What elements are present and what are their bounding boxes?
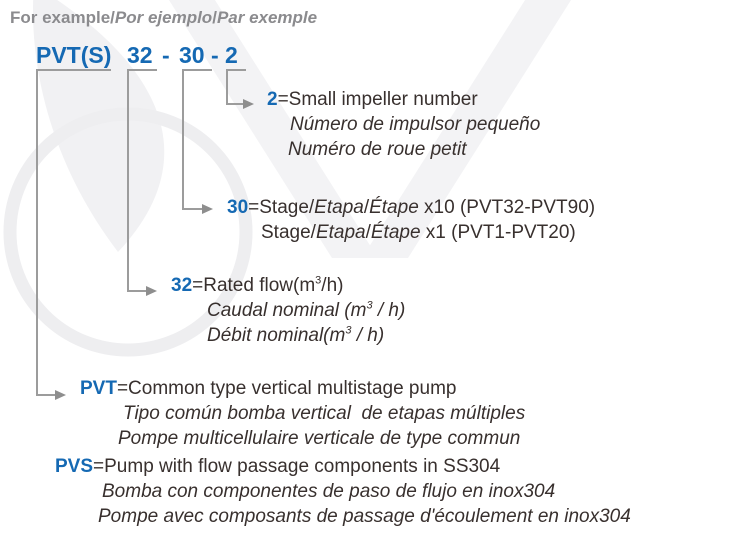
- arrow-icon: [243, 99, 254, 109]
- legend-line-2: [227, 220, 595, 245]
- legend-key: PVT: [80, 378, 117, 399]
- model-code-flow: 32: [127, 42, 153, 68]
- legend-block-flow: [171, 273, 405, 348]
- legend-key: PVS: [55, 456, 94, 477]
- heading-fr: Par exemple: [216, 8, 318, 27]
- heading-en: For example: [10, 8, 111, 27]
- legend-line-fr: Pompe multicellulaire verticale de type commun: [118, 428, 521, 449]
- legend-block-pvt: [80, 376, 525, 451]
- legend-desc: /: [363, 197, 370, 218]
- heading-separator: /: [110, 8, 115, 27]
- legend-desc-fr: Étape: [369, 197, 419, 218]
- connector-series: [37, 70, 111, 395]
- heading-separator: /: [212, 8, 217, 27]
- legend-desc-es: Caudal nominal (m: [207, 300, 367, 321]
- legend-key: 30: [227, 197, 249, 218]
- superscript-3: 3: [315, 274, 322, 287]
- model-code-stage: 30: [179, 42, 205, 68]
- model-code-series: PVT(S): [36, 42, 112, 68]
- legend-block-stage: [227, 195, 595, 245]
- legend-line-fr: Numéro de roue petit: [288, 139, 467, 160]
- legend-desc-fr: Étape: [370, 222, 421, 243]
- legend-desc: x10 (PVT32-PVT90): [418, 197, 596, 218]
- legend-block-impeller: [267, 87, 540, 162]
- model-code-dash: -: [162, 42, 170, 68]
- legend-key: 2: [267, 89, 278, 110]
- legend-line-es: [171, 298, 405, 323]
- legend-desc: =Stage/: [248, 197, 315, 218]
- legend-desc-es: Etapa: [315, 222, 366, 243]
- superscript-3: 3: [345, 324, 352, 337]
- legend-line-en: [171, 273, 405, 298]
- connector-stage: [183, 70, 212, 209]
- legend-desc: /: [365, 222, 371, 243]
- example-heading: [10, 8, 317, 28]
- connector-impeller: [227, 70, 246, 104]
- legend-desc-fr: Débit nominal(m: [207, 325, 346, 346]
- legend-line-en: [80, 376, 525, 401]
- legend-line-es: Número de impulsor pequeño: [290, 114, 541, 135]
- connector-flow: [128, 70, 157, 291]
- model-code-impeller: 2: [225, 42, 238, 68]
- legend-desc-es: / h): [372, 300, 406, 321]
- model-code-dash: -: [211, 42, 219, 68]
- heading-es: Por ejemplo: [114, 8, 213, 27]
- arrow-icon: [146, 286, 157, 296]
- legend-line-en: [227, 195, 595, 220]
- legend-desc: =Rated flow(m: [192, 275, 316, 296]
- legend-desc: Stage/: [261, 222, 316, 243]
- legend-line-es: Tipo común bomba vertical de etapas múltiples: [123, 403, 526, 424]
- legend-desc: =Pump with flow passage components in SS304: [93, 456, 501, 477]
- legend-desc: =Common type vertical multistage pump: [116, 378, 457, 399]
- arrow-icon: [55, 390, 66, 400]
- legend-desc-fr: / h): [351, 325, 385, 346]
- legend-key: 32: [171, 275, 193, 296]
- legend-block-pvs: [55, 454, 631, 529]
- legend-line-es: Bomba con componentes de paso de flujo en inox304: [102, 481, 556, 502]
- legend-desc: /h): [321, 275, 344, 296]
- legend-line-fr: Pompe avec composants de passage d'écoulement en inox304: [98, 506, 631, 527]
- legend-desc: =Small impeller number: [277, 89, 478, 110]
- legend-desc-es: Etapa: [314, 197, 364, 218]
- legend-line-en: [55, 454, 631, 479]
- legend-desc: x1 (PVT1-PVT20): [420, 222, 576, 243]
- superscript-3: 3: [366, 299, 373, 312]
- arrow-icon: [202, 204, 213, 214]
- legend-line-fr: [171, 323, 405, 348]
- legend-line-en: [267, 87, 540, 112]
